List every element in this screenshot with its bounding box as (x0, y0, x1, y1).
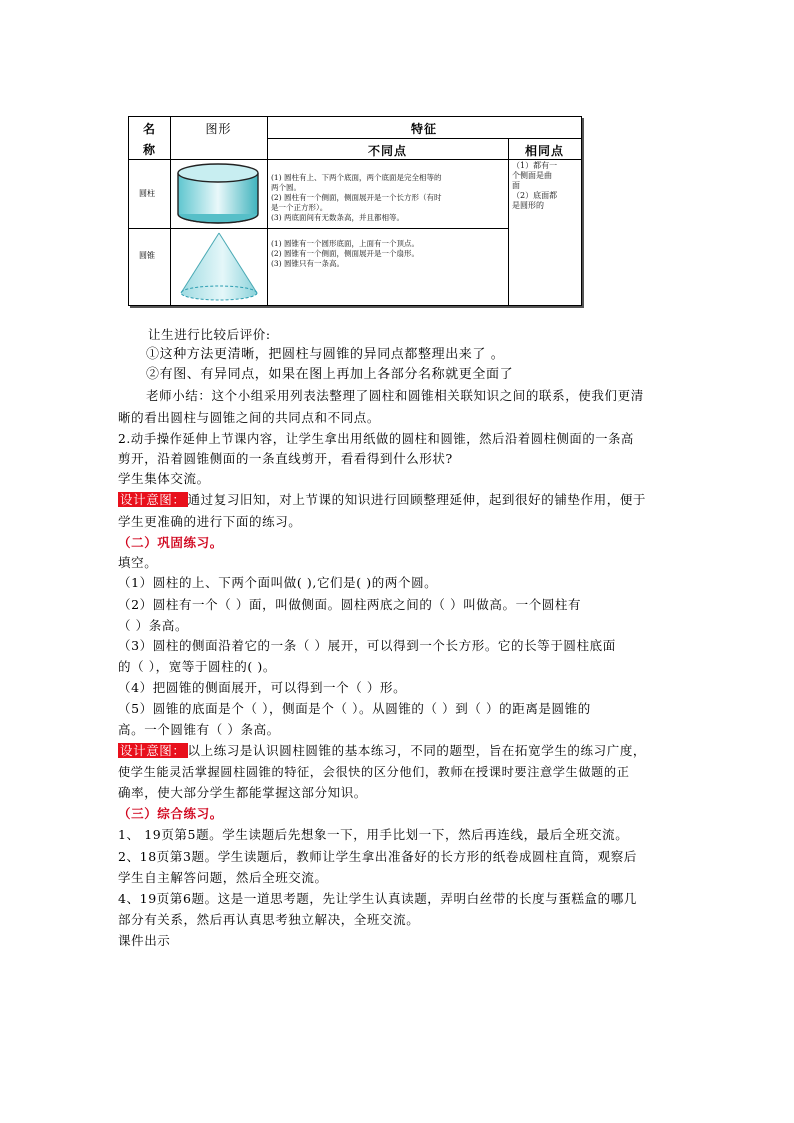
paragraph: 填空。 (118, 555, 158, 570)
paragraph: 课件出示 (118, 933, 171, 948)
exercise-item: 2、18页第3题。学生读题后，教师让学生拿出准备好的长方形的纸卷成圆柱直筒，观察后 (118, 849, 637, 864)
cylinder-diff-line: (3) 两底面间有无数条高，并且都相等。 (271, 213, 405, 222)
cone-diff-line: (3) 圆锥只有一条高。 (271, 259, 345, 268)
exercise-item-cont: 学生自主解答问题，然后全班交流。 (118, 870, 328, 885)
paragraph: 晰的看出圆柱与圆锥之间的共同点和不同点。 (118, 410, 381, 425)
row-name-cylinder: 圆柱 (139, 189, 155, 198)
common-line: 个侧面是曲 (512, 171, 552, 180)
section-heading-2: （二）巩固练习。 (118, 535, 223, 550)
header-name-line1: 名 (142, 122, 156, 136)
common-line: 是圆形的 (512, 201, 544, 210)
design-intent-tag: 设计意图： (120, 492, 186, 507)
paragraph: 剪开，沿着圆锥侧面的一条直线剪开，看看得到什么形状? (118, 451, 453, 466)
table-divider (129, 159, 581, 160)
exercise-item-cont: 部分有关系，然后再认真思考独立解决，全班交流。 (118, 912, 420, 927)
header-similarities: 相同点 (524, 144, 564, 158)
exercise-q5 (118, 700, 678, 718)
paragraph: ②有图、有异同点，如果在图上再加上各部分名称就更全面了 (146, 367, 514, 382)
header-features: 特征 (410, 122, 437, 136)
header-differences: 不同点 (367, 144, 407, 158)
exercise-q2-cont: （ ）条高。 (118, 618, 189, 633)
paragraph: 学生更准确的进行下面的练习。 (118, 514, 302, 529)
common-line: （1）都有一 (512, 161, 558, 170)
exercise-q5-cont: 高。一个圆锥有（ ）条高。 (118, 722, 280, 737)
exercise-q1: （1）圆柱的上、下两个面叫做( ),它们是( )的两个圆。 (118, 575, 438, 590)
paragraph: 让生进行比较后评价: (148, 327, 271, 342)
paragraph: 学生集体交流。 (118, 471, 210, 486)
exercise-q5-text: 圆锥的底面是个（ ），侧面是个（ ）。从圆锥的（ ）到（ ）的距离是圆锥的 (152, 701, 591, 716)
design-intent-2 (118, 742, 678, 760)
design-intent-text: 以上练习是认识圆柱圆锥的基本练习，不同的题型，旨在拓宽学生的练习广度， (187, 743, 647, 758)
paragraph: 使学生能灵活掌握圆柱圆锥的特征，会很快的区分他们，教师在授课时要注意学生做题的正 (118, 765, 630, 779)
table-divider (508, 138, 509, 305)
common-line: （2）底面都 (512, 191, 558, 200)
cone-diff-line: (2) 圆锥有一个侧面，侧面展开是一个扇形。 (271, 249, 420, 258)
cylinder-figure (171, 161, 266, 227)
cylinder-differences (271, 173, 507, 223)
paragraph: 确率，使大部分学生都能掌握这部分知识。 (118, 785, 367, 800)
cylinder-top (178, 164, 258, 182)
paragraph: 老师小结：这个小组采用列表法整理了圆柱和圆锥相关联知识之间的联系，使我们更清 (146, 388, 644, 403)
paragraph: ①这种方法更清晰，把圆柱与圆锥的异同点都整理出来了 。 (146, 347, 505, 362)
exercise-q5-prefix: （5） (118, 701, 153, 716)
exercise-item: 4、19页第6题。这是一道思考题，先让学生认真读题，弄明白丝带的长度与蛋糕盒的哪几 (118, 891, 637, 906)
exercise-q3-cont: 的（ ），宽等于圆柱的( )。 (118, 659, 276, 674)
cone-body (181, 233, 257, 300)
design-intent-1 (118, 491, 678, 509)
exercise-item: 1、 19页第5题。学生读题后先想象一下，用手比划一下，然后再连线，最后全班交流。 (118, 827, 629, 842)
exercise-q4: （4）把圆锥的侧面展开，可以得到一个（ ）形。 (118, 680, 407, 695)
cylinder-diff-line: (1) 圆柱有上、下两个底面，两个底面是完全相等的 (271, 173, 442, 182)
cone-diff-line: (1) 圆锥有一个圆形底面，上面有一个顶点。 (271, 239, 420, 248)
table-divider (267, 138, 581, 139)
exercise-q2: （2）圆柱有一个（ ）面，叫做侧面。圆柱两底之间的（ ）叫做高。一个圆柱有 (118, 597, 582, 612)
design-intent-text: 通过复习旧知，对上节课的知识进行回顾整理延伸，起到很好的铺垫作用，便于 (187, 492, 647, 507)
header-shape: 图形 (205, 122, 232, 136)
paragraph: 2.动手操作延伸上节课内容，让学生拿出用纸做的圆柱和圆锥，然后沿着圆柱侧面的一条高 (118, 432, 634, 446)
section-heading-3: （三）综合练习。 (118, 806, 223, 821)
comparison-table (128, 116, 582, 306)
cone-figure (171, 229, 266, 304)
cylinder-diff-line: 是一个正方形）。 (271, 203, 328, 212)
cone-differences (271, 239, 507, 269)
cylinder-diff-line: 两个圆。 (271, 183, 301, 192)
exercise-q3: （3）圆柱的侧面沿着它的一条（ ）展开，可以得到一个长方形。它的长等于圆柱底面 (118, 638, 616, 653)
design-intent-tag: 设计意图： (120, 743, 186, 758)
common-points (512, 161, 580, 211)
cylinder-diff-line: (2) 圆柱有一个侧面，侧面展开是一个长方形（有时 (271, 193, 442, 202)
row-name-cone: 圆锥 (139, 251, 155, 260)
common-line: 面 (512, 181, 520, 190)
header-name-line2: 称 (142, 143, 156, 157)
